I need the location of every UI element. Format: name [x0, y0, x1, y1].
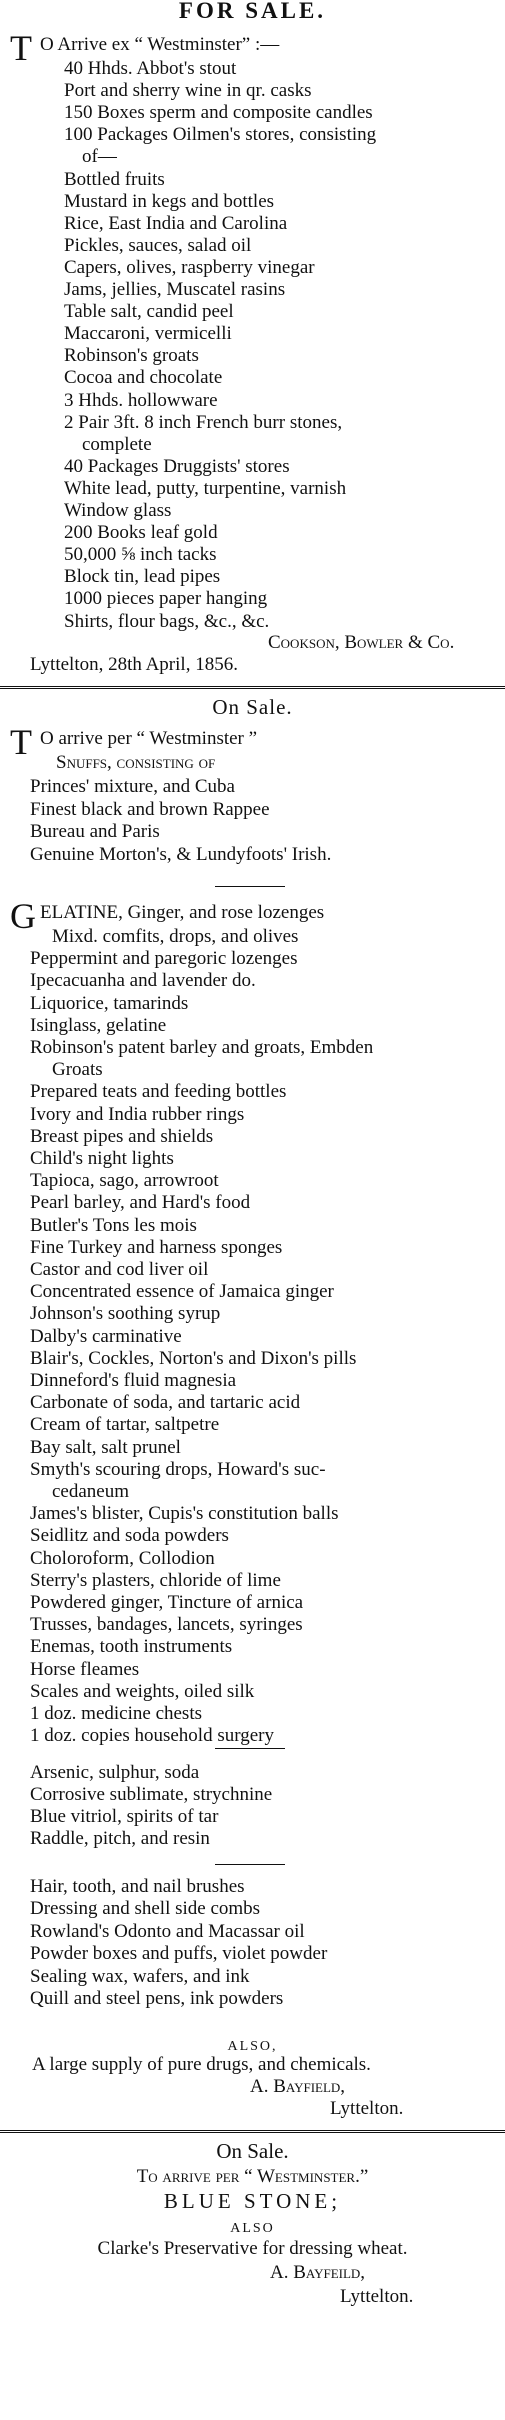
signature-bayfeild: A. Bayfeild,: [270, 2262, 366, 2283]
section-divider-2: [0, 2130, 505, 2133]
list-item: Finest black and brown Rappee: [30, 798, 270, 820]
place-lyttelton: Lyttelton.: [330, 2098, 404, 2119]
list-item: Liquorice, tamarinds: [30, 992, 189, 1014]
list-item: Robinson's groats: [64, 345, 199, 367]
list-item: cedaneum: [52, 1481, 130, 1502]
also-line: ALSO,: [227, 2039, 278, 2054]
short-divider-3: [215, 1864, 285, 1865]
list-item: Table salt, candid peel: [64, 301, 234, 323]
dateline: Lyttelton, 28th April, 1856.: [30, 654, 238, 675]
list-item: 200 Books leaf gold: [64, 522, 218, 544]
list-item: Smyth's scouring drops, Howard's suc-: [30, 1458, 326, 1480]
dropcap-g: G: [10, 896, 36, 936]
signature-bayfield: A. Bayfield,: [250, 2076, 346, 2097]
short-divider-2: [215, 1748, 285, 1749]
large-supply-line: A large supply of pure drugs, and chemicals.: [32, 2054, 371, 2075]
snuffs-line: Snuffs, consisting of: [56, 752, 216, 773]
on-sale-header-2: On Sale.: [216, 2139, 289, 2163]
list-item: Mustard in kegs and bottles: [64, 190, 275, 212]
list-item: 100 Packages Oilmen's stores, consisting: [64, 124, 377, 146]
list-item: Choloroform, Collodion: [30, 1547, 215, 1569]
short-divider: [215, 886, 285, 887]
list-item: 40 Hhds. Abbot's stout: [64, 58, 237, 79]
list-item: 2 Pair 3ft. 8 inch French burr stones,: [64, 411, 343, 433]
list-item: Bottled fruits: [64, 168, 165, 190]
list-item: 1 doz. copies household surgery: [30, 1725, 274, 1747]
list-item: Butler's Tons les mois: [30, 1214, 197, 1236]
list-item: Princes' mixture, and Cuba: [30, 776, 235, 797]
place-lyttelton-2: Lyttelton.: [340, 2286, 414, 2307]
list-item: Rowland's Odonto and Macassar oil: [30, 1920, 305, 1942]
list-item: Concentrated essence of Jamaica ginger: [30, 1281, 334, 1303]
list-item: Rice, East India and Carolina: [64, 212, 288, 234]
intro-line-2: O arrive per “ Westminster ”: [40, 728, 258, 749]
list-item: Child's night lights: [30, 1148, 174, 1169]
on-sale-header: On Sale.: [212, 695, 293, 719]
list-item: Pearl barley, and Hard's food: [30, 1192, 251, 1214]
list-item: Breast pipes and shields: [30, 1125, 214, 1147]
list-item: Peppermint and paregoric lozenges: [30, 948, 298, 970]
list-item: 50,000 ⅝ inch tacks: [64, 544, 217, 566]
list-item: 40 Packages Druggists' stores: [64, 455, 290, 477]
clarke-line: Clarke's Preservative for dressing wheat.: [97, 2238, 408, 2259]
list-item: Trusses, bandages, lancets, syringes: [30, 1614, 303, 1636]
list-item: Port and sherry wine in qr. casks: [64, 80, 312, 102]
list-item: Mixd. comfits, drops, and olives: [52, 926, 299, 947]
for-sale-header: FOR SALE.: [178, 0, 327, 23]
dropcap-t: T: [10, 28, 32, 68]
list-item: Castor and cod liver oil: [30, 1259, 209, 1280]
list-item: 150 Boxes sperm and composite candles: [64, 102, 373, 124]
list-item: Cream of tartar, saltpetre: [30, 1414, 220, 1436]
list-item: Johnson's soothing syrup: [30, 1303, 221, 1325]
list-item: 1000 pieces paper hanging: [64, 588, 268, 610]
signature-cookson: Cookson, Bowler & Co.: [268, 632, 455, 653]
list-item: complete: [82, 433, 152, 455]
list-item: James's blister, Cupis's constitution balls: [30, 1503, 339, 1525]
list-item: Cocoa and chocolate: [64, 367, 223, 389]
list-item: Scales and weights, oiled silk: [30, 1680, 255, 1702]
list-item: Ivory and India rubber rings: [30, 1103, 245, 1125]
list-item: Bureau and Paris: [30, 821, 160, 843]
list-item: Horse fleames: [30, 1658, 140, 1680]
list-item: Jams, jellies, Muscatel rasins: [64, 279, 286, 300]
dropcap-t-2: T: [10, 722, 32, 762]
list-item: Fine Turkey and harness sponges: [30, 1236, 283, 1258]
also-line-2: ALSO: [230, 2221, 275, 2236]
list-item: Blair's, Cockles, Norton's and Dixon's pills: [30, 1347, 357, 1369]
list-item: 1 doz. medicine chests: [30, 1703, 203, 1724]
list-item: Dalby's carminative: [30, 1325, 182, 1347]
list-item: Bay salt, salt prunel: [30, 1436, 181, 1458]
list-item: Enemas, tooth instruments: [30, 1636, 233, 1658]
list-item: Shirts, flour bags, &c., &c.: [64, 610, 270, 632]
list-item: Genuine Morton's, & Lundyfoots' Irish.: [30, 843, 332, 865]
gelatine-line: ELATINE, Ginger, and rose lozenges: [40, 902, 325, 923]
list-item: Robinson's patent barley and groats, Embden: [30, 1037, 374, 1058]
list-item: Arsenic, sulphur, soda: [30, 1762, 200, 1783]
list-item: Carbonate of soda, and tartaric acid: [30, 1392, 301, 1414]
list-item: Maccaroni, vermicelli: [64, 323, 232, 345]
list-item: Prepared teats and feeding bottles: [30, 1081, 287, 1103]
list-item: Pickles, sauces, salad oil: [64, 234, 252, 256]
list-item: Blue vitriol, spirits of tar: [30, 1806, 219, 1827]
list-item: Dinneford's fluid magnesia: [30, 1370, 237, 1391]
list-item: of—: [82, 146, 117, 168]
list-item: Hair, tooth, and nail brushes: [30, 1876, 245, 1897]
list-item: Groats: [52, 1059, 103, 1081]
list-item: Powder boxes and puffs, violet powder: [30, 1943, 328, 1965]
list-item: Sealing wax, wafers, and ink: [30, 1965, 250, 1987]
list-item: 3 Hhds. hollowware: [64, 389, 218, 411]
list-item: Seidlitz and soda powders: [30, 1525, 229, 1547]
list-item: Corrosive sublimate, strychnine: [30, 1784, 273, 1805]
arrive-line: To arrive per “ Westminster.”: [136, 2166, 369, 2187]
section-divider: [0, 686, 505, 689]
list-item: Window glass: [64, 500, 172, 521]
intro-line: O Arrive ex “ Westminster” :—: [40, 34, 280, 55]
list-item: Powdered ginger, Tincture of arnica: [30, 1592, 304, 1613]
list-item: Isinglass, gelatine: [30, 1014, 167, 1036]
list-item: Quill and steel pens, ink powders: [30, 1988, 284, 2009]
list-item: Ipecacuanha and lavender do.: [30, 970, 256, 992]
list-item: Capers, olives, raspberry vinegar: [64, 256, 315, 278]
list-item: White lead, putty, turpentine, varnish: [64, 477, 347, 499]
list-item: Dressing and shell side combs: [30, 1898, 261, 1920]
list-item: Sterry's plasters, chloride of lime: [30, 1569, 281, 1591]
blue-stone-line: BLUE STONE;: [163, 2189, 342, 2213]
list-item: Tapioca, sago, arrowroot: [30, 1170, 219, 1192]
list-item: Block tin, lead pipes: [64, 566, 221, 588]
list-item: Raddle, pitch, and resin: [30, 1828, 210, 1849]
